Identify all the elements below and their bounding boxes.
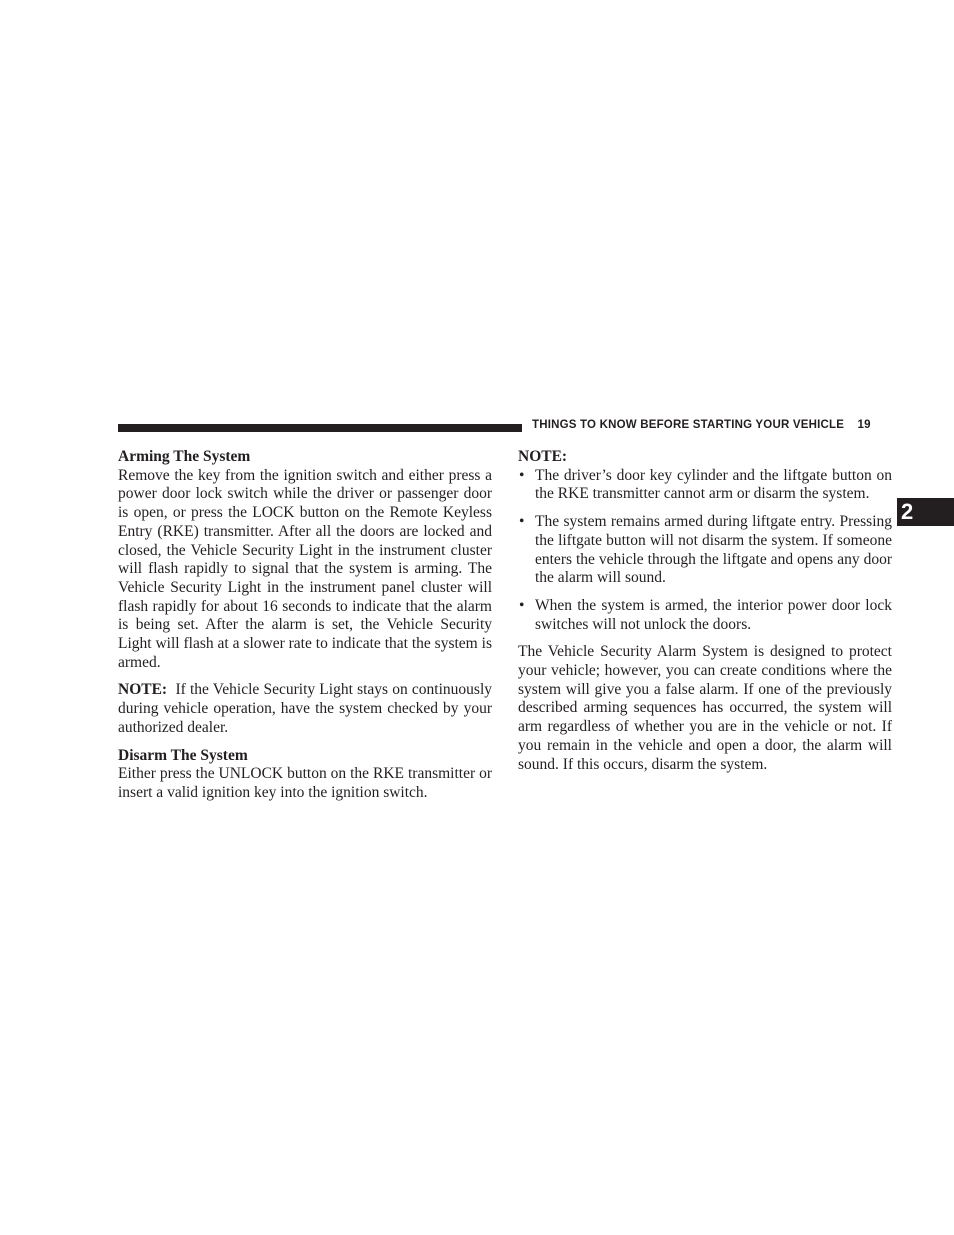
list-item-text: When the system is armed, the interior power door lock switches will not unlock the doors. [535,596,892,633]
chapter-tab: 2 [897,498,954,526]
disarm-heading: Disarm The System [118,746,248,764]
right-column [518,448,892,774]
running-header [532,419,892,431]
list-item-text: The system remains armed during liftgate entry. Pressing the liftgate button will not disarm the system. If someone enters the vehicle through the liftgate and opens any door the alarm will sound. [535,513,892,587]
page-number: 19 [857,419,871,431]
note-text: If the Vehicle Security Light stays on continuously during vehicle operation, have the system checked by your authorized dealer. [118,681,493,736]
bullet-icon: • [519,466,525,484]
disarm-paragraph: Either press the UNLOCK button on the RKE transmitter or insert a valid ignition key into the ignition switch. [118,765,492,801]
bullet-icon: • [519,513,525,531]
note-paragraph [118,681,492,737]
note-heading: NOTE: [518,448,568,465]
section-title: THINGS TO KNOW BEFORE STARTING YOUR VEHICLE [532,419,845,431]
arming-heading: Arming The System [118,448,251,465]
arming-paragraph: Remove the key from the ignition switch and either press a power door lock switch while the driver or passenger door is open, or press the LOCK button on the Remote Keyless Entry (RKE) transmitter. After all the doors are locked and closed, the Vehicle Security Light in the instrument cluster will flash rapidly to signal that the system is arming. The Vehicle Security Light in the instrument panel cluster will flash rapidly for about 16 seconds to indicate that the alarm is being set. After the alarm is set, the Vehicle Security Light will flash at a slower rate to indicate that the system is armed. [118,466,492,671]
left-column [118,448,492,803]
bullet-icon: • [519,596,525,614]
closing-paragraph: The Vehicle Security Alarm System is designed to protect your vehicle; however, you can create conditions where the system will give you a false alarm. If one of the previously described arming sequences has occurred, the system will arm regardless of whether you are in the vehicle or not. If you remain in the vehicle and open a door, the alarm will sound. If this occurs, disarm the system. [518,643,892,773]
note-list [518,467,892,635]
list-item [518,513,892,588]
note-label: NOTE: [118,681,168,699]
list-item-text: The driver’s door key cylinder and the liftgate button on the RKE transmitter cannot arm or disarm the system. [535,466,892,503]
list-item [518,467,892,504]
header-rule [118,424,522,432]
list-item [518,597,892,634]
